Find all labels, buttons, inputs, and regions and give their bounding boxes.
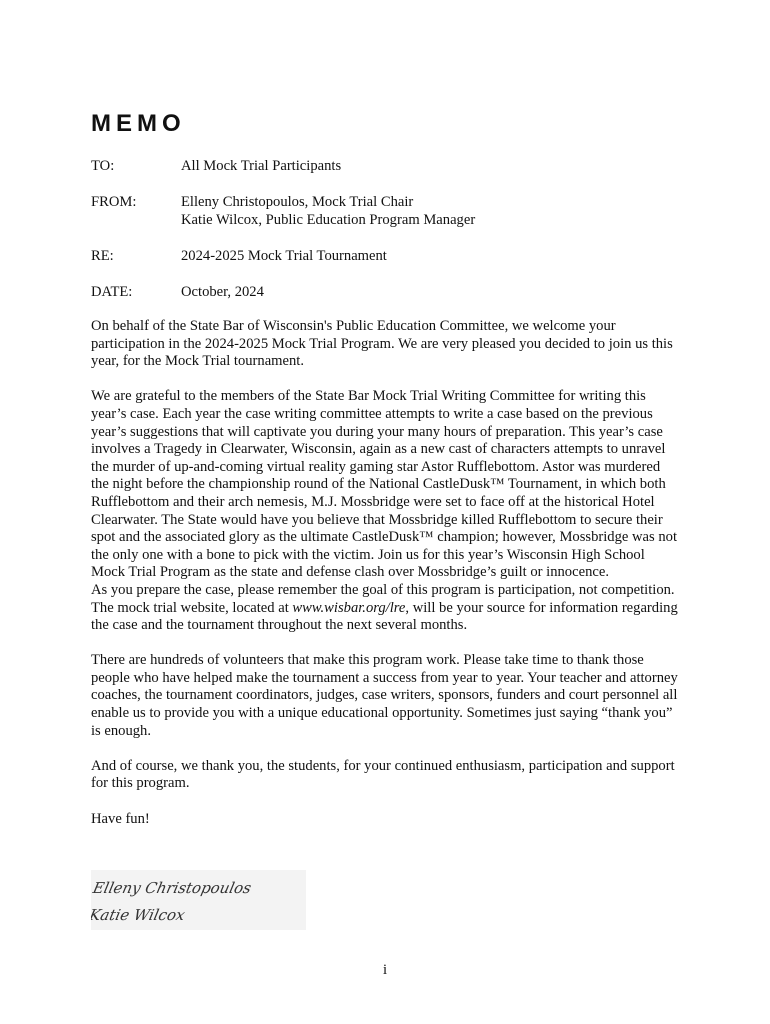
signature-wilcox: Katie Wilcox (91, 906, 187, 924)
signatures-image (91, 870, 306, 930)
paragraph-have-fun: Have fun! (91, 810, 150, 827)
paragraph-case: We are grateful to the members of the State Bar Mock Trial Writing Committee for writing this year’s case. Each year the case writing committee attempts to write a case based on the previous year’s suggestions that will captivate you during your many hours of preparation. This year’s case involves a Tragedy in Clearwater, Wisconsin, again as a new cast of characters attempts to unravel the murder of up-and-coming virtual reality gaming star Astor Rufflebottom. Astor was murdered the night before the championship round of the National CastleDusk™ Tournament, in which both Rufflebottom and their arch nemesis, M.J. Mossbridge were set to face off at the historical Hotel Clearwater. The State would have you believe that Mossbridge killed Rufflebottom to secure their spot and the associated glory as the ultimate CastleDusk™ champion; however, Mossbridge was not the only one with a bone to pick with the victim. Join us for this year’s Wisconsin High School Mock Trial Program as the state and defense clash over Mossbridge’s guilt or innocence. (91, 388, 678, 581)
page-number: i (382, 962, 388, 978)
from-label: FROM: (91, 194, 137, 210)
re-value: 2024-2025 Mock Trial Tournament (181, 248, 387, 264)
website-link[interactable]: www.wisbar.org/lre (292, 599, 406, 616)
paragraph-volunteers: There are hundreds of volunteers that make this program work. Please take time to thank those people who have helped make the tournament a success from year to year. Your teacher and attorney coaches, the tournament coordinators, judges, case writers, sponsors, funders and court personnel all enable us to provide you with a unique educational opportunity. Sometimes just saying “thank you” is enough. (91, 652, 678, 739)
signatures-svg (91, 870, 306, 930)
signature-christopoulos: Elleny Christopoulos (91, 879, 253, 897)
paragraph-prepare-text-2: , will be your source for information regarding the case and the tournament throughout the next several months. (91, 599, 678, 634)
date-value: October, 2024 (181, 284, 264, 300)
memo-title: MEMO (91, 110, 186, 137)
paragraph-thanks: And of course, we thank you, the students, for your continued enthusiasm, participation and support for this program. (91, 757, 675, 792)
to-value: All Mock Trial Participants (181, 158, 342, 174)
from-line-2: Katie Wilcox, Public Education Program Manager (181, 212, 476, 228)
paragraph-prepare (91, 582, 681, 635)
paragraph-welcome: On behalf of the State Bar of Wisconsin's Public Education Committee, we welcome your participation in the 2024-2025 Mock Trial Program. We are very pleased you decided to join us this year, for the Mock Trial tournament. (91, 318, 673, 370)
memo-body (91, 318, 681, 846)
re-label: RE: (91, 248, 114, 264)
to-label: TO: (91, 158, 115, 174)
from-line-1: Elleny Christopoulos, Mock Trial Chair (181, 194, 414, 210)
date-label: DATE: (91, 284, 133, 300)
paragraph-prepare-text-1: As you prepare the case, please remember the goal of this program is participation, not competition. The mock trial website, located at (91, 581, 675, 616)
